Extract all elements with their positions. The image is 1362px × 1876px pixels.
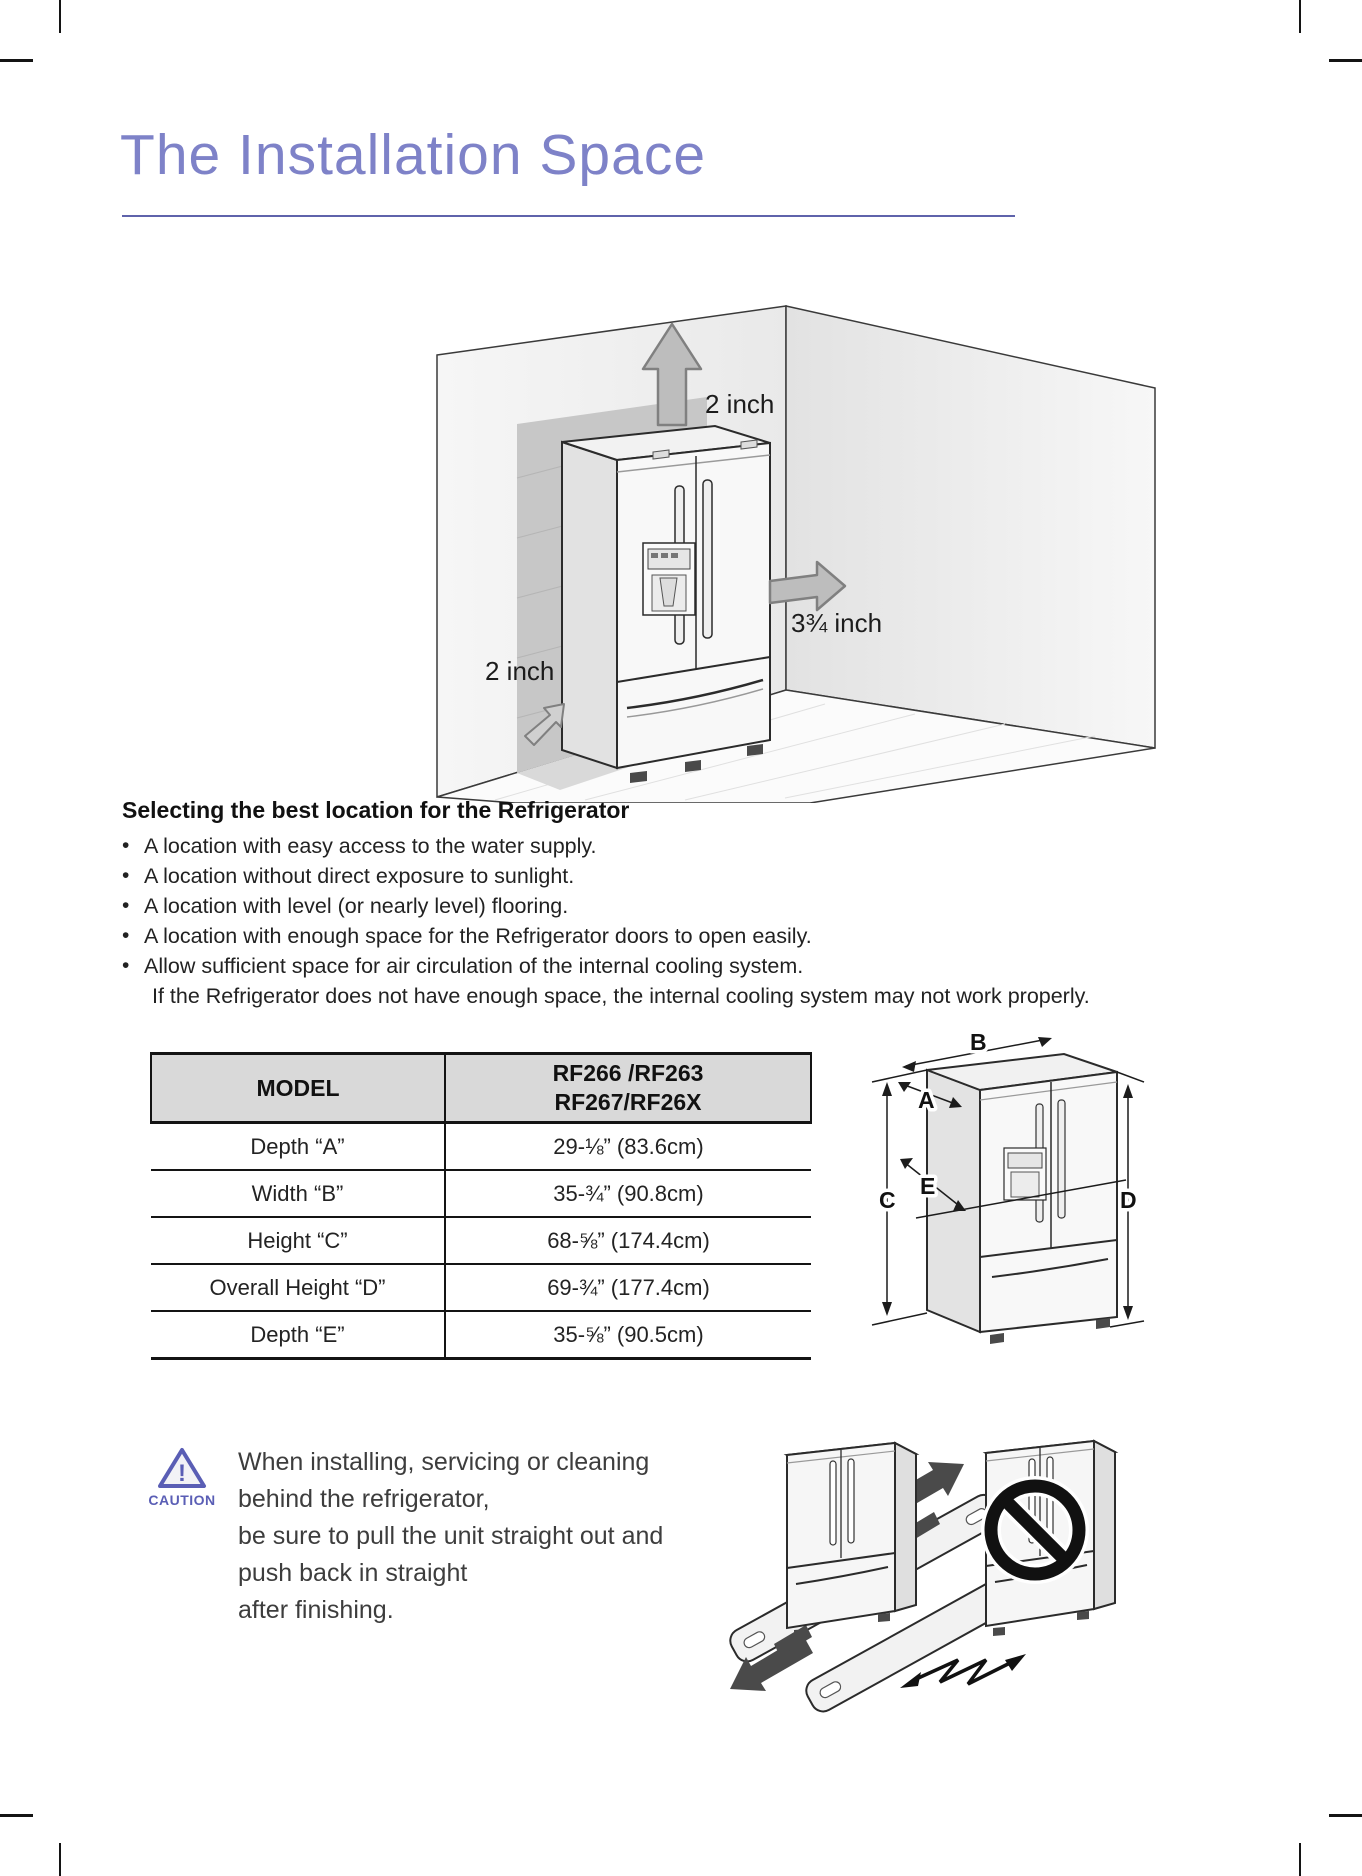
bullet-icon: •: [122, 834, 130, 857]
spec-table: [150, 1052, 812, 1360]
row-label: Depth “A”: [151, 1123, 445, 1171]
table-header-row: [151, 1054, 811, 1123]
crop-mark-top-left-h: [0, 59, 33, 62]
page-title: The Installation Space: [120, 123, 707, 187]
table-row: [151, 1123, 811, 1171]
model-header-cell: MODEL: [151, 1054, 445, 1123]
clearance-illustration: [355, 228, 1170, 803]
crop-mark-top-right-v: [1299, 0, 1301, 33]
fridge-correct: [787, 1443, 916, 1638]
row-value: 35-¾” (90.8cm): [445, 1170, 811, 1217]
row-label: Overall Height “D”: [151, 1264, 445, 1311]
list-item: [122, 951, 1242, 981]
row-label: Depth “E”: [151, 1311, 445, 1359]
table-row: [151, 1311, 811, 1359]
bullet-icon: •: [122, 954, 130, 977]
list-item: [122, 831, 1242, 861]
dim-label-e: E: [920, 1173, 936, 1199]
crop-mark-bottom-right-h: [1329, 1814, 1362, 1817]
list-item: [122, 891, 1242, 921]
list-item: [122, 861, 1242, 891]
pull-straight-illustration: [690, 1398, 1195, 1773]
title-underline: [122, 215, 1015, 217]
crop-mark-bottom-right-v: [1299, 1843, 1301, 1876]
variant-header-cell: [445, 1054, 811, 1123]
right-wall: [786, 306, 1155, 748]
refrigerator: [562, 426, 770, 783]
crop-mark-top-left-v: [59, 0, 61, 33]
row-value: 69-¾” (177.4cm): [445, 1264, 811, 1311]
crop-mark-bottom-left-h: [0, 1814, 33, 1817]
bullet-text: A location without direct exposure to sunlight.: [144, 864, 575, 888]
bullet-text: A location with enough space for the Refrigerator doors to open easily.: [144, 924, 812, 948]
bullet-icon: •: [122, 864, 130, 887]
caution-line: behind the refrigerator,: [238, 1485, 490, 1513]
bullet-icon: •: [122, 924, 130, 947]
list-item: [122, 921, 1242, 951]
caution-line: When installing, servicing or cleaning: [238, 1448, 650, 1476]
dim-label-c: C: [879, 1187, 896, 1213]
dim-label-b: B: [970, 1029, 987, 1055]
caution-label: CAUTION: [148, 1492, 216, 1508]
top-clearance-label: 2 inch: [705, 389, 775, 419]
caution-line: push back in straight: [238, 1559, 468, 1587]
section-heading: Selecting the best location for the Refrigerator: [122, 797, 630, 823]
row-value: 35-⅝” (90.5cm): [445, 1311, 811, 1359]
list-note: If the Refrigerator does not have enough space, the internal cooling system may not work properly.: [152, 984, 1090, 1008]
location-bullet-list: [122, 831, 1242, 1011]
variant-line-1: RF266 /RF263: [552, 1060, 704, 1086]
table-row: [151, 1264, 811, 1311]
row-value: 29-⅛” (83.6cm): [553, 1133, 704, 1159]
caution-triangle-icon: [132, 1446, 232, 1490]
bullet-text: A location with easy access to the water supply.: [144, 834, 597, 858]
right-door-handle: [703, 480, 712, 638]
bullet-text: A location with level (or nearly level) flooring.: [144, 894, 569, 918]
row-label: Height “C”: [151, 1217, 445, 1264]
side-clearance-label: 3¾ inch: [791, 608, 883, 638]
table-row: [151, 1170, 811, 1217]
rear-clearance-label: 2 inch: [485, 656, 555, 686]
crop-mark-top-right-h: [1329, 59, 1362, 62]
bullet-text: Allow sufficient space for air circulation of the internal cooling system.: [144, 954, 804, 978]
caution-badge: [132, 1446, 232, 1508]
variant-line-2: RF267/RF26X: [554, 1089, 702, 1115]
dimension-diagram: [858, 1022, 1258, 1407]
row-value: 68-⅝” (174.4cm): [445, 1217, 811, 1264]
crop-mark-bottom-left-v: [59, 1843, 61, 1876]
bullet-icon: •: [122, 894, 130, 917]
caution-line: after finishing.: [238, 1596, 394, 1624]
dim-label-a: A: [918, 1087, 935, 1113]
table-row: [151, 1217, 811, 1264]
caution-line: be sure to pull the unit straight out and: [238, 1522, 664, 1550]
caution-text: [238, 1444, 708, 1629]
row-label: Width “B”: [151, 1170, 445, 1217]
caution-exclamation: !: [178, 1460, 186, 1487]
dim-label-d: D: [1120, 1187, 1137, 1213]
